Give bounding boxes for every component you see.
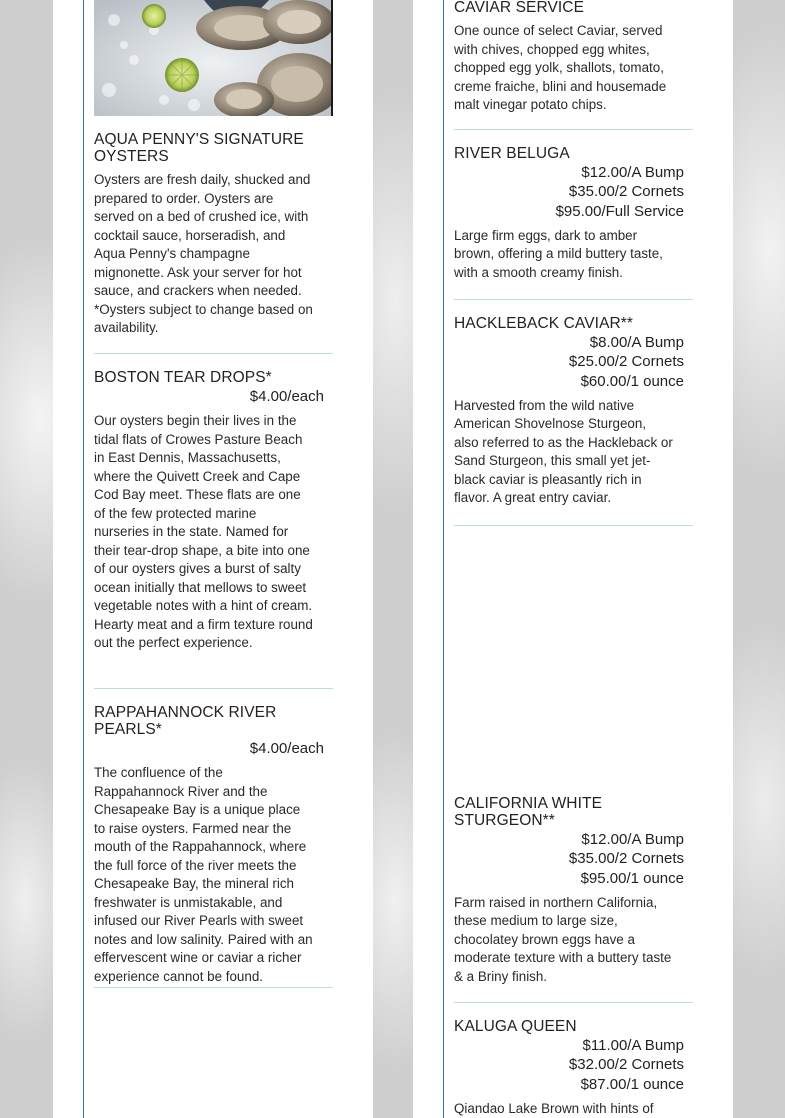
item-price: $12.00/A Bump: [581, 164, 684, 181]
item-divider: [94, 987, 333, 988]
item-description: The confluence of the Rappahannock River and the Chesapeake Bay is a unique place to raise oysters. Farmed near the mouth of the Rappahannock, where the full force of the river meets the Chesapeake Bay, the mineral rich freshwater is unmistakable, and infused our River Pearls with sweet notes and low salinity. Paired with an effervescent wine or caviar a richer experience cannot be found.: [94, 765, 313, 984]
item-description: Our oysters begin their lives in the tidal flats of Crowes Pasture Beach in East Dennis, Massachusetts, where the Quivett Creek and Cape Cod Bay meet. These flats are one of the few protected marine nurseries in the state. Named for their tear-drop shape, a bite into one of our oysters gives a burst of salty ocean initially that mellows to sweet vegetable notes with a hint of cream. Hearty meat and a firm texture round out the perfect experience.: [94, 413, 313, 651]
item-title: KALUGA QUEEN: [454, 1018, 577, 1035]
item-title: HACKLEBACK CAVIAR**: [454, 315, 634, 332]
item-prices: [454, 333, 694, 391]
oysters-on-ice-photo: [94, 0, 333, 116]
item-price: $95.00/Full Service: [555, 202, 684, 220]
item-divider: [94, 353, 333, 354]
item-price: $25.00/2 Cornets: [568, 353, 684, 371]
item-prices: [454, 1036, 694, 1094]
menu-item-river-beluga: [454, 145, 694, 282]
item-price: $4.00/each: [249, 388, 324, 405]
item-price: $12.00/A Bump: [581, 831, 684, 848]
item-divider: [454, 129, 693, 130]
item-title: CAVIAR SERVICE: [454, 0, 585, 16]
item-title: RAPPAHANNOCK RIVER PEARLS*: [94, 704, 277, 738]
item-title: AQUA PENNY'S SIGNATURE OYSTERS: [94, 131, 304, 165]
item-divider: [454, 299, 693, 300]
item-description: Oysters are fresh daily, shucked and prepared to order. Oysters are served on a bed of crushed ice, with cocktail sauce, horseradish, and Aqua Penny's champagne mignonette. Ask your server for hot sauce, and crackers when needed. *Oysters subject to change based on availability.: [94, 172, 313, 335]
item-prices: [94, 739, 334, 758]
item-divider: [94, 688, 333, 689]
item-price: $35.00/2 Cornets: [568, 850, 684, 868]
menu-item-kaluga-queen: [454, 1018, 694, 1118]
item-price: $60.00/1 ounce: [580, 372, 684, 390]
menu-item-boston-tear-drops: [94, 369, 334, 653]
item-description: Large firm eggs, dark to amber brown, offering a mild buttery taste, with a smooth creamy finish.: [454, 227, 663, 280]
item-title: BOSTON TEAR DROPS*: [94, 369, 272, 386]
item-description: Qiandao Lake Brown with hints of: [454, 1100, 654, 1116]
item-price: $87.00/1 ounce: [580, 1075, 684, 1093]
item-price: $8.00/A Bump: [589, 334, 684, 351]
menu-item-caviar-service: [454, 0, 694, 115]
item-title: RIVER BELUGA: [454, 145, 570, 162]
item-description: Harvested from the wild native American Shovelnose Sturgeon, also referred to as the Hackleback or Sand Sturgeon, this small yet jet-black caviar is pleasantly rich in flavor. A great entry caviar.: [454, 397, 673, 506]
item-price: $95.00/1 ounce: [580, 869, 684, 887]
left-accent-rule: [83, 0, 84, 1118]
menu-item-signature-oysters: [94, 131, 334, 338]
menu-item-rappahannock-river-pearls: [94, 704, 334, 986]
item-price: $11.00/A Bump: [582, 1037, 684, 1054]
item-price: $32.00/2 Cornets: [568, 1056, 684, 1074]
item-price: $4.00/each: [249, 740, 324, 757]
menu-item-hackleback-caviar: [454, 315, 694, 508]
item-prices: [94, 387, 334, 406]
item-divider: [454, 1002, 693, 1003]
menu-item-california-white-sturgeon: [454, 795, 694, 986]
item-title: CALIFORNIA WHITE STURGEON**: [454, 795, 603, 829]
item-divider: [454, 525, 693, 526]
item-prices: [454, 163, 694, 221]
item-description: Farm raised in northern California, these medium to large size, chocolatey brown eggs have a moderate texture with a buttery taste & a Briny finish.: [454, 894, 672, 984]
item-price: $35.00/2 Cornets: [568, 183, 684, 201]
item-description: One ounce of select Caviar, served with chives, chopped egg whites, chopped egg yolk, shallots, tomato, creme fraiche, blini and housemade malt vinegar potato chips.: [454, 23, 667, 112]
right-accent-rule: [443, 0, 444, 1118]
item-prices: [454, 830, 694, 888]
